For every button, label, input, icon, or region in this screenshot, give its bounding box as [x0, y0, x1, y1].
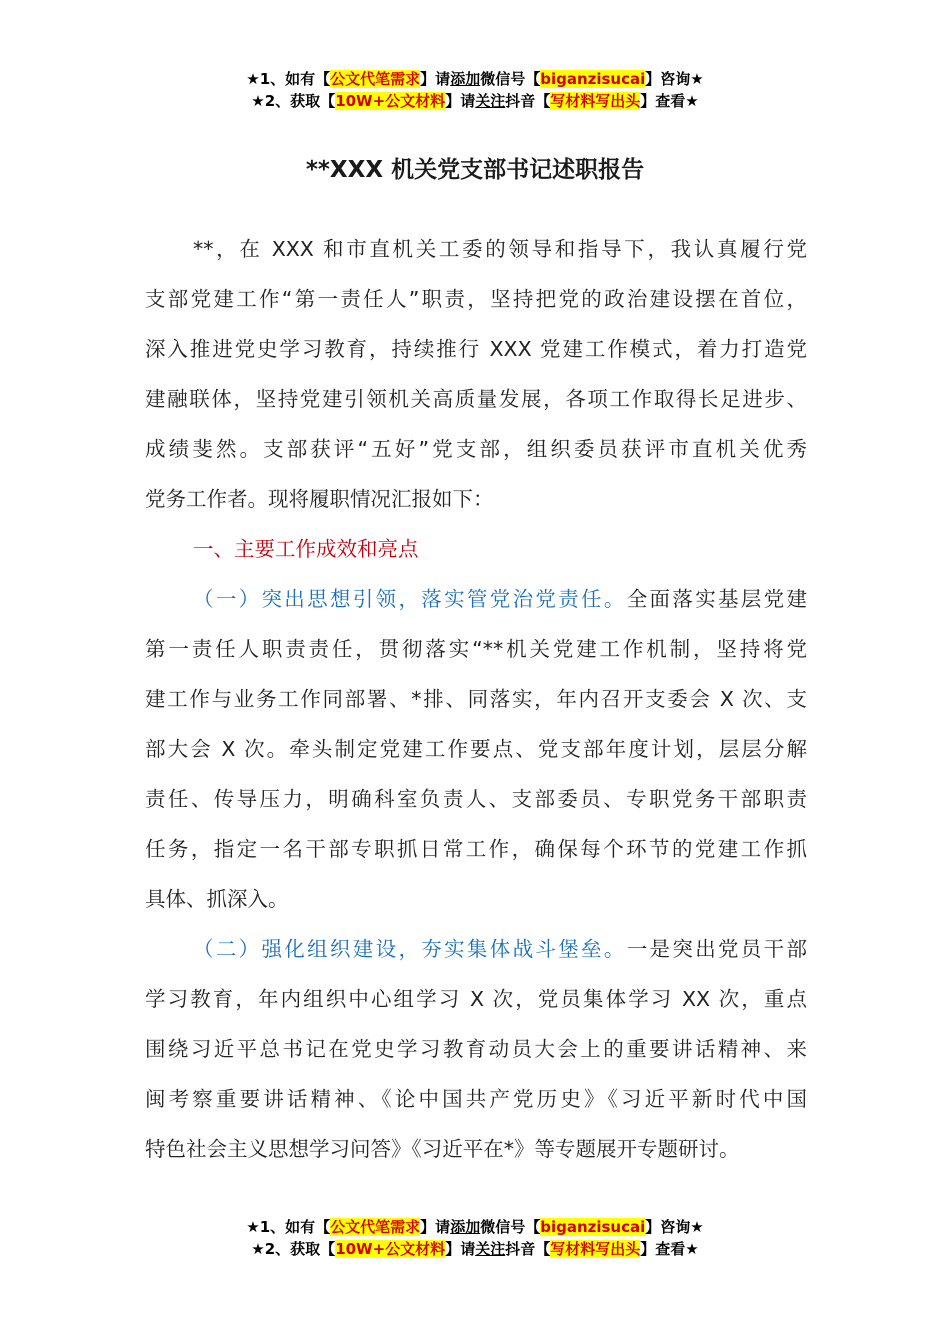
- banner-text: 】查看★: [640, 1240, 699, 1258]
- subsection-heading: （一）突出思想引领，落实管党治党责任。: [193, 587, 627, 611]
- banner-text: 】咨询★: [645, 1218, 704, 1236]
- banner-emphasis: 添加: [450, 70, 481, 88]
- banner-text: 微信号【: [480, 70, 541, 88]
- paragraph-line: 部大会 X 次。牵头制定党建工作要点、党支部年度计划，层层分解: [145, 737, 807, 761]
- subsection-first-line: [145, 924, 807, 974]
- banner-line-2: [0, 90, 950, 112]
- banner-text: 】请: [445, 1240, 476, 1258]
- paragraph-line: 特色社会主义思想学习问答》《习近平在*》等专题展开专题研讨。: [145, 1137, 740, 1161]
- banner-text: 抖音【: [505, 92, 551, 110]
- banner-text: 抖音【: [505, 1240, 551, 1258]
- paragraph-text: 全面落实基层党建: [626, 587, 808, 611]
- banner-highlight: 公文代笔需求: [330, 1218, 421, 1236]
- paragraph-line: 党务工作者。现将履职情况汇报如下：: [145, 487, 494, 511]
- banner-text: 微信号【: [480, 1218, 541, 1236]
- document-title: **XXX 机关党支部书记述职报告: [305, 157, 645, 183]
- paragraph-line: 责任、传导压力，明确科室负责人、支部委员、专职党务干部职责: [145, 787, 807, 811]
- banner-text: ★1、如有【: [246, 70, 331, 88]
- banner-line-1: [0, 68, 950, 90]
- banner-highlight: 10W+公文材料: [335, 1240, 446, 1258]
- paragraph-line: 具体、抓深入。: [145, 887, 289, 911]
- banner-text: 】查看★: [640, 92, 699, 110]
- banner-text: ★2、获取【: [251, 92, 336, 110]
- paragraph-line: 学习教育，年内组织中心组学习 X 次，党员集体学习 XX 次，重点: [145, 987, 807, 1011]
- banner-text: ★2、获取【: [251, 1240, 336, 1258]
- paragraph-line: 第一责任人职责责任，贯彻落实“**机关党建工作机制，坚持将党: [145, 637, 807, 661]
- paragraph-line: 建融联体，坚持党建引领机关高质量发展，各项工作取得长足进步、: [145, 387, 807, 411]
- banner-text: 】咨询★: [645, 70, 704, 88]
- paragraph-line: 支部党建工作“第一责任人”职责，坚持把党的政治建设摆在首位，: [145, 287, 807, 311]
- banner-text: ★1、如有【: [246, 1218, 331, 1236]
- banner-text: 】请: [420, 1218, 451, 1236]
- banner-line-2: [0, 1238, 950, 1260]
- banner-highlight: 写材料写出头: [550, 1240, 641, 1258]
- subsection-heading: （二）强化组织建设，夯实集体战斗堡垒。: [193, 937, 627, 961]
- banner-line-1: [0, 1216, 950, 1238]
- section-heading: 一、主要工作成效和亮点: [193, 537, 419, 561]
- top-promo-banner: [0, 68, 950, 112]
- banner-emphasis: 添加: [450, 1218, 481, 1236]
- banner-highlight: 10W+公文材料: [335, 92, 446, 110]
- paragraph-line: 建工作与业务工作同部署、*排、同落实，年内召开支委会 X 次、支: [145, 687, 807, 711]
- banner-text: 】请: [445, 92, 476, 110]
- banner-emphasis: 关注: [475, 1240, 506, 1258]
- banner-highlight: biganzisucai: [540, 1218, 646, 1236]
- paragraph-line: 深入推进党史学习教育，持续推行 XXX 党建工作模式，着力打造党: [145, 337, 807, 361]
- paragraph-text: 一是突出党员干部: [626, 937, 808, 961]
- banner-emphasis: 关注: [475, 92, 506, 110]
- paragraph-line: 成绩斐然。支部获评“五好”党支部，组织委员获评市直机关优秀: [145, 437, 807, 461]
- subsection-first-line: [145, 574, 807, 624]
- paragraph-line: **，在 XXX 和市直机关工委的领导和指导下，我认真履行党: [193, 237, 807, 261]
- banner-highlight: 公文代笔需求: [330, 70, 421, 88]
- bottom-promo-banner: [0, 1216, 950, 1260]
- banner-highlight: 写材料写出头: [550, 92, 641, 110]
- paragraph-line: 任务，指定一名干部专职抓日常工作，确保每个环节的党建工作抓: [145, 837, 807, 861]
- paragraph-line: 围绕习近平总书记在党史学习教育动员大会上的重要讲话精神、来: [145, 1037, 807, 1061]
- banner-text: 】请: [420, 70, 451, 88]
- paragraph-line: 闽考察重要讲话精神、《论中国共产党历史》《习近平新时代中国: [145, 1087, 807, 1111]
- banner-highlight: biganzisucai: [540, 70, 646, 88]
- document-body: [145, 224, 807, 1174]
